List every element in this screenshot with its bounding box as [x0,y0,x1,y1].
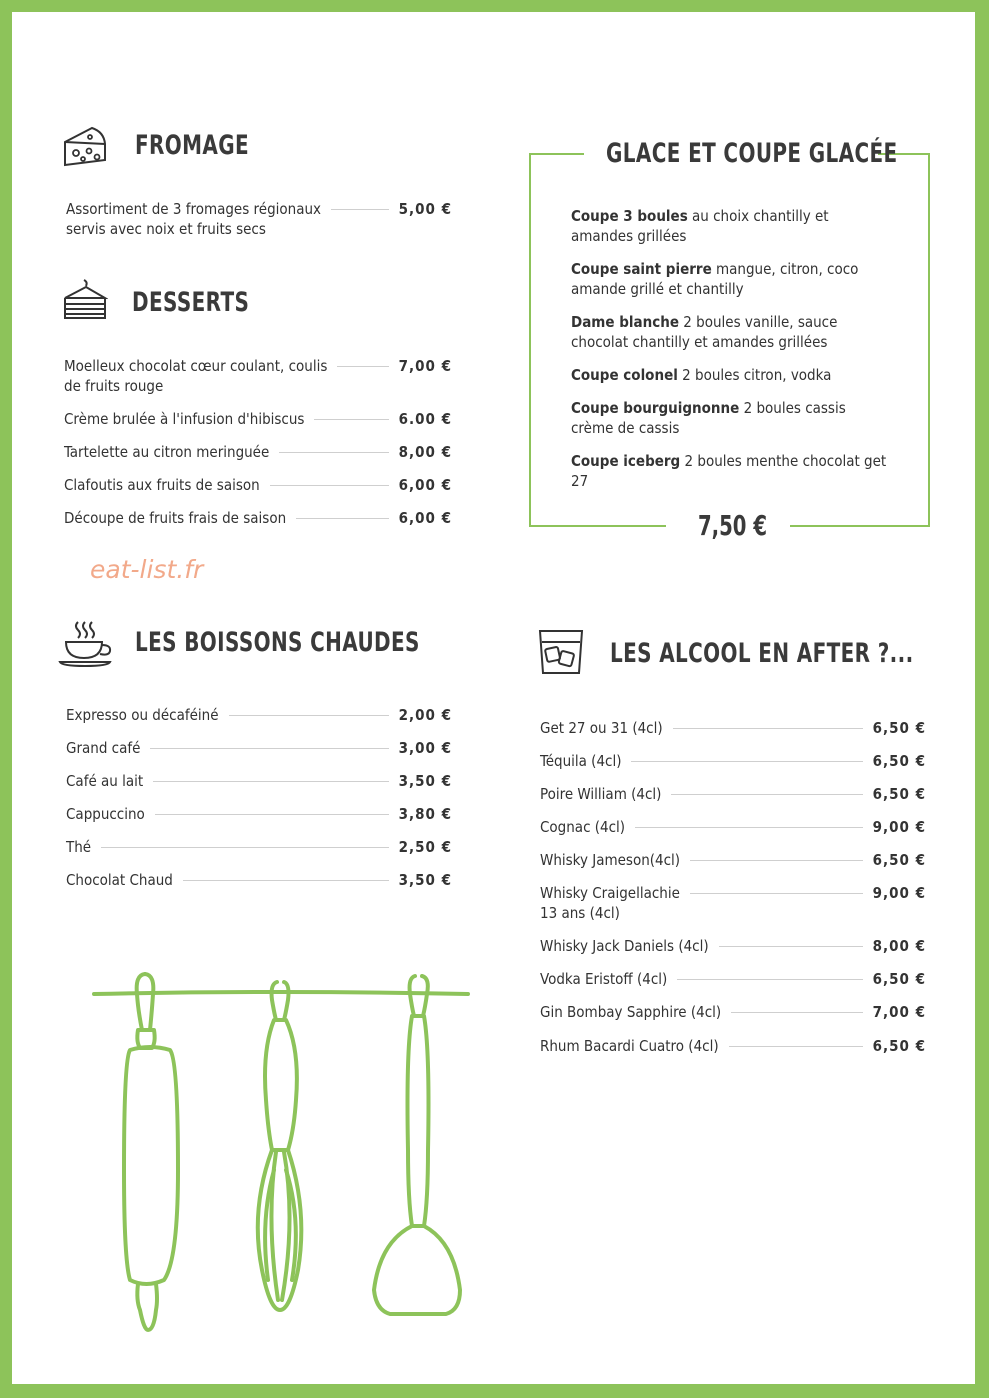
alcool-item [540,817,926,837]
alcool-item-leader [719,946,863,947]
boissons-item-price: 2,50 € [398,838,452,856]
coupe-item-name: Coupe 3 boules [571,207,688,225]
boissons-item-name: Chocolat Chaud [66,871,173,889]
alcool-item [540,1036,926,1056]
alcool-item-price: 6,50 € [872,970,926,988]
desserts-item-price: 8,00 € [398,443,452,461]
watermark: eat-list.fr [90,555,204,584]
alcool-item-name: Gin Bombay Sapphire (4cl) [540,1003,722,1021]
boissons-item-price: 2,00 € [398,706,452,724]
alcool-item [540,936,926,956]
alcool-item-name: Whisky Jack Daniels (4cl) [540,937,709,955]
alcool-item-leader [731,1012,862,1013]
alcool-item-leader [671,794,862,795]
alcool-item-price: 8,00 € [872,937,926,955]
desserts-item-name: Crème brulée à l'infusion d'hibiscus [64,410,305,428]
desserts-item-price: 6,00 € [398,476,452,494]
coupe-item [571,365,891,385]
boissons-item-leader [150,748,388,749]
coupe-item [571,259,891,299]
fromage-item-leader [331,209,389,210]
boissons-item-name: Café au lait [66,772,144,790]
desserts-item [64,442,452,462]
boissons-item [66,837,452,857]
coupe-item-desc: 2 boules vanille, sauce chocolat chantilly et amandes grillées [571,313,838,351]
alcool-item-leader [690,893,863,894]
coupe-item [571,206,891,246]
desserts-item-name: Clafoutis aux fruits de saison [64,476,260,494]
coupe-item-desc: au choix chantilly et amandes grillées [571,207,829,245]
alcool-item-price: 7,00 € [872,1003,926,1021]
alcool-item [540,784,926,804]
alcool-item-name: Téquila (4cl) [540,752,622,770]
alcool-item [540,969,926,989]
fromage-item [66,199,452,239]
alcool-item [540,850,926,870]
alcool-item-name: Rhum Bacardi Cuatro (4cl) [540,1037,719,1055]
alcool-item-name: Whisky Craigellachie 13 ans (4cl) [540,884,680,922]
boissons-item [66,870,452,890]
desserts-item-leader [296,518,388,519]
desserts-title: DESSERTS [132,287,250,318]
desserts-item-leader [314,419,388,420]
boissons-item-price: 3,80 € [398,805,452,823]
coupe-item-desc: mangue, citron, coco amande grillé et chantilly [571,260,859,298]
desserts-item-name: Tartelette au citron meringuée [64,443,270,461]
boissons-item-leader [153,781,388,782]
boissons-item-name: Thé [66,838,92,856]
alcool-item-name: Cognac (4cl) [540,818,626,836]
alcool-item [540,1002,926,1022]
boissons-item-leader [229,715,389,716]
desserts-item [64,409,452,429]
boissons-title: LES BOISSONS CHAUDES [135,627,420,658]
fromage-item-price: 5,00 € [398,200,452,218]
coupe-item-desc: 2 boules menthe chocolat get 27 [571,452,887,490]
cake-icon [62,276,108,322]
cheese-icon [62,124,108,168]
boissons-item-leader [183,880,389,881]
alcool-item-price: 6,50 € [872,719,926,737]
desserts-item-leader [279,452,388,453]
alcool-item-price: 6,50 € [872,851,926,869]
coupe-item-name: Coupe bourguignonne [571,399,740,417]
coupe-item-desc: 2 boules cassis crème de cassis [571,399,846,437]
desserts-item [64,475,452,495]
boissons-item-name: Expresso ou décaféiné [66,706,219,724]
boissons-item-name: Grand café [66,739,141,757]
desserts-item-leader [270,485,389,486]
alcool-item [540,718,926,738]
alcool-item-price: 9,00 € [872,884,926,902]
alcool-item-leader [690,860,863,861]
alcool-item-leader [673,728,863,729]
alcool-item [540,883,926,923]
coupe-item [571,451,891,491]
alcool-item-leader [631,761,862,762]
alcool-item-name: Vodka Eristoff (4cl) [540,970,668,988]
alcool-item-price: 6,50 € [872,1037,926,1055]
fromage-item-name: Assortiment de 3 fromages régionaux servis avec noix et fruits secs [66,200,322,238]
alcool-item-name: Poire William (4cl) [540,785,662,803]
coupe-item-desc: 2 boules citron, vodka [677,366,832,384]
alcool-item [540,751,926,771]
glass-ice-icon [537,628,585,676]
desserts-item-leader [337,366,388,367]
boissons-item-price: 3,50 € [398,772,452,790]
coupe-item [571,312,891,352]
alcool-item-leader [729,1046,863,1047]
alcool-item-leader [635,827,863,828]
coupe-item-name: Coupe iceberg [571,452,681,470]
alcool-item-price: 9,00 € [872,818,926,836]
boissons-item [66,705,452,725]
coupe-item [571,398,891,438]
boissons-item [66,738,452,758]
alcool-item-price: 6,50 € [872,752,926,770]
alcool-item-price: 6,50 € [872,785,926,803]
boissons-item-price: 3,00 € [398,739,452,757]
alcool-title: LES ALCOOL EN AFTER ?... [610,638,914,669]
fromage-title: FROMAGE [135,130,250,161]
boissons-item-price: 3,50 € [398,871,452,889]
kitchen-utensils-illustration [90,970,475,1340]
boissons-item [66,771,452,791]
desserts-item-name: Moelleux chocolat cœur coulant, coulis de fruits rouge [64,357,328,395]
desserts-item-price: 6.00 € [398,410,452,428]
boissons-item-leader [155,814,389,815]
desserts-item [64,356,452,396]
glace-title: GLACE ET COUPE GLACÉE [606,138,898,169]
boissons-item-leader [101,847,389,848]
boissons-item-name: Cappuccino [66,805,145,823]
alcool-item-name: Whisky Jameson(4cl) [540,851,681,869]
coupe-item-name: Dame blanche [571,313,679,331]
desserts-item-price: 7,00 € [398,357,452,375]
desserts-item [64,508,452,528]
glace-price: 7,50 € [698,509,767,542]
alcool-item-leader [677,979,862,980]
desserts-item-price: 6,00 € [398,509,452,527]
alcool-item-name: Get 27 ou 31 (4cl) [540,719,663,737]
desserts-item-name: Découpe de fruits frais de saison [64,509,287,527]
boissons-item [66,804,452,824]
coupe-item-name: Coupe saint pierre [571,260,712,278]
coupe-item-name: Coupe colonel [571,366,678,384]
coffee-cup-icon [58,620,114,668]
